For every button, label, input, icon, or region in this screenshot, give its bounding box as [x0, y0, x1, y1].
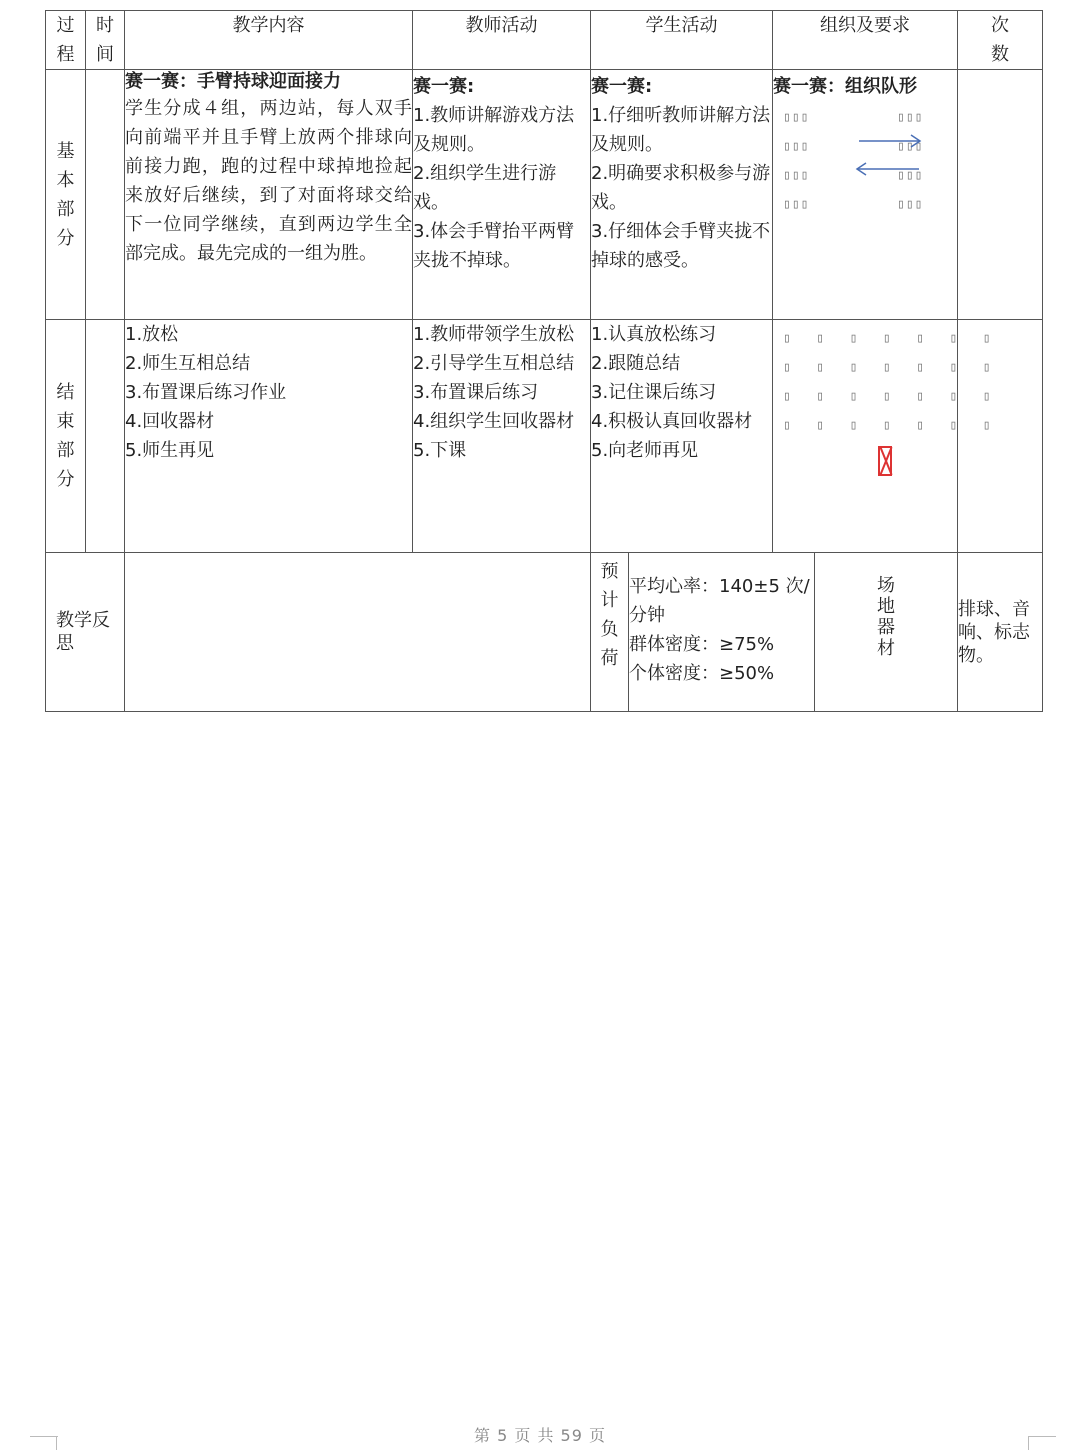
basic-section-row [46, 70, 1043, 320]
ending-content-cell [125, 320, 413, 553]
ending-content-item: 3.布置课后练习作业 [125, 382, 287, 403]
ending-teacher-cell [413, 320, 591, 553]
page-footer: 第 5 页 共 59 页 [474, 1426, 606, 1445]
basic-teacher-item: 2.组织学生进行游戏。 [413, 163, 557, 213]
formation-group: ▯▯▯ [897, 197, 924, 212]
student-marker: ▯ [949, 389, 958, 404]
student-marker: ▯ [849, 331, 858, 346]
student-marker: ▯ [849, 418, 858, 433]
dismissal-formation-diagram [773, 320, 991, 510]
basic-student-item: 3.仔细体会手臂夹拢不掉球的感受。 [591, 221, 771, 271]
student-marker: ▯ [783, 418, 791, 433]
ending-content-item: 4.回收器材 [125, 411, 215, 432]
header-content: 教学内容 [125, 11, 413, 70]
ending-count-cell [958, 320, 1043, 553]
student-marker: ▯ [882, 331, 891, 346]
student-marker: ▯ [816, 389, 825, 404]
basic-time-cell [86, 70, 125, 320]
basic-count-cell [958, 70, 1043, 320]
basic-student-item: 2.明确要求积极参与游戏。 [591, 163, 771, 213]
student-marker: ▯ [849, 360, 858, 375]
student-marker: ▯ [816, 418, 825, 433]
formation-group: ▯▯▯ [897, 168, 924, 183]
formation-group: ▯▯▯ [783, 139, 810, 154]
header-count: 次 数 [958, 11, 1043, 70]
student-marker: ▯ [982, 418, 991, 433]
relay-formation-diagram [773, 101, 957, 291]
page-corner-mark [30, 1436, 58, 1451]
ending-student-item: 1.认真放松练习 [591, 324, 717, 345]
load-heart-rate: 平均心率：140±5 次/分钟 [629, 576, 810, 626]
basic-section-label: 基 本 部 分 [46, 70, 86, 320]
ending-teacher-item: 5.下课 [413, 440, 467, 461]
student-marker: ▯ [949, 418, 958, 433]
ending-organization-cell [773, 320, 991, 553]
ending-student-item: 4.积极认真回收器材 [591, 411, 753, 432]
student-marker: ▯ [783, 360, 791, 375]
reflection-label: 教学反思 [46, 553, 125, 712]
basic-student-title: 赛一赛: [591, 76, 653, 97]
lesson-plan-table [45, 10, 1043, 712]
student-marker: ▯ [849, 389, 858, 404]
page-corner-mark [1028, 1436, 1056, 1451]
equipment-value: 排球、音响、标志物。 [958, 553, 1043, 712]
basic-organization-cell [773, 70, 958, 320]
student-marker: ▯ [916, 360, 925, 375]
basic-student-cell [591, 70, 773, 320]
formation-group: ▯▯▯ [783, 197, 810, 212]
header-organization: 组织及要求 [773, 11, 958, 70]
header-student: 学生活动 [591, 11, 773, 70]
basic-content-title: 赛一赛：手臂持球迎面接力 [125, 71, 341, 92]
equipment-label: 场 地 器 材 [815, 553, 958, 712]
load-values-cell [629, 553, 815, 712]
student-marker: ▯ [949, 331, 958, 346]
ending-teacher-item: 2.引导学生互相总结 [413, 353, 575, 374]
formation-group: ▯▯▯ [897, 110, 924, 125]
ending-content-item: 1.放松 [125, 324, 179, 345]
student-marker: ▯ [982, 389, 991, 404]
student-marker: ▯ [916, 389, 925, 404]
student-marker: ▯ [783, 331, 791, 346]
student-marker: ▯ [882, 418, 891, 433]
reflection-row [46, 553, 1043, 712]
basic-content-cell [125, 70, 413, 320]
student-marker: ▯ [982, 360, 991, 375]
arrow-icon [853, 129, 933, 189]
header-teacher: 教师活动 [413, 11, 591, 70]
basic-content-body: 学生分成４组，两边站，每人双手向前端平并且手臂上放两个排球向前接力跑，跑的过程中球掉地捡起来放好后继续，到了对面将球交给下一位同学继续，直到两边学生全部完成。最先完成的一组为胜。 [125, 98, 412, 264]
basic-org-title: 赛一赛：组织队形 [773, 76, 917, 97]
teacher-position-icon [878, 446, 892, 476]
basic-student-item: 1.仔细听教师讲解方法及规则。 [591, 105, 771, 155]
student-marker: ▯ [916, 418, 925, 433]
student-marker: ▯ [783, 389, 791, 404]
header-process: 过 程 [46, 11, 86, 70]
formation-group: ▯▯▯ [783, 168, 810, 183]
basic-teacher-item: 3.体会手臂抬平两臂夹拢不掉球。 [413, 221, 575, 271]
student-marker: ▯ [882, 360, 891, 375]
ending-student-item: 2.跟随总结 [591, 353, 681, 374]
ending-section-label: 结 束 部 分 [46, 320, 86, 553]
ending-student-item: 5.向老师再见 [591, 440, 699, 461]
header-time: 时 间 [86, 11, 125, 70]
load-individual-density: 个体密度：≥50% [629, 663, 775, 684]
ending-student-cell [591, 320, 773, 553]
ending-teacher-item: 3.布置课后练习 [413, 382, 539, 403]
student-marker: ▯ [816, 331, 825, 346]
ending-teacher-item: 4.组织学生回收器材 [413, 411, 575, 432]
basic-teacher-cell [413, 70, 591, 320]
ending-student-item: 3.记住课后练习 [591, 382, 717, 403]
student-marker: ▯ [816, 360, 825, 375]
ending-time-cell [86, 320, 125, 553]
student-marker: ▯ [882, 389, 891, 404]
student-marker: ▯ [982, 331, 991, 346]
load-label: 预 计 负 荷 [591, 553, 629, 712]
student-marker: ▯ [916, 331, 925, 346]
reflection-text-cell [125, 553, 591, 712]
ending-teacher-item: 1.教师带领学生放松 [413, 324, 575, 345]
header-row [46, 11, 1043, 70]
ending-section-row [46, 320, 1043, 553]
basic-teacher-title: 赛一赛: [413, 76, 475, 97]
formation-group: ▯▯▯ [783, 110, 810, 125]
ending-content-item: 5.师生再见 [125, 440, 215, 461]
load-group-density: 群体密度：≥75% [629, 634, 775, 655]
formation-group: ▯▯▯ [897, 139, 924, 154]
ending-content-item: 2.师生互相总结 [125, 353, 251, 374]
student-marker: ▯ [949, 360, 958, 375]
basic-teacher-item: 1.教师讲解游戏方法及规则。 [413, 105, 575, 155]
